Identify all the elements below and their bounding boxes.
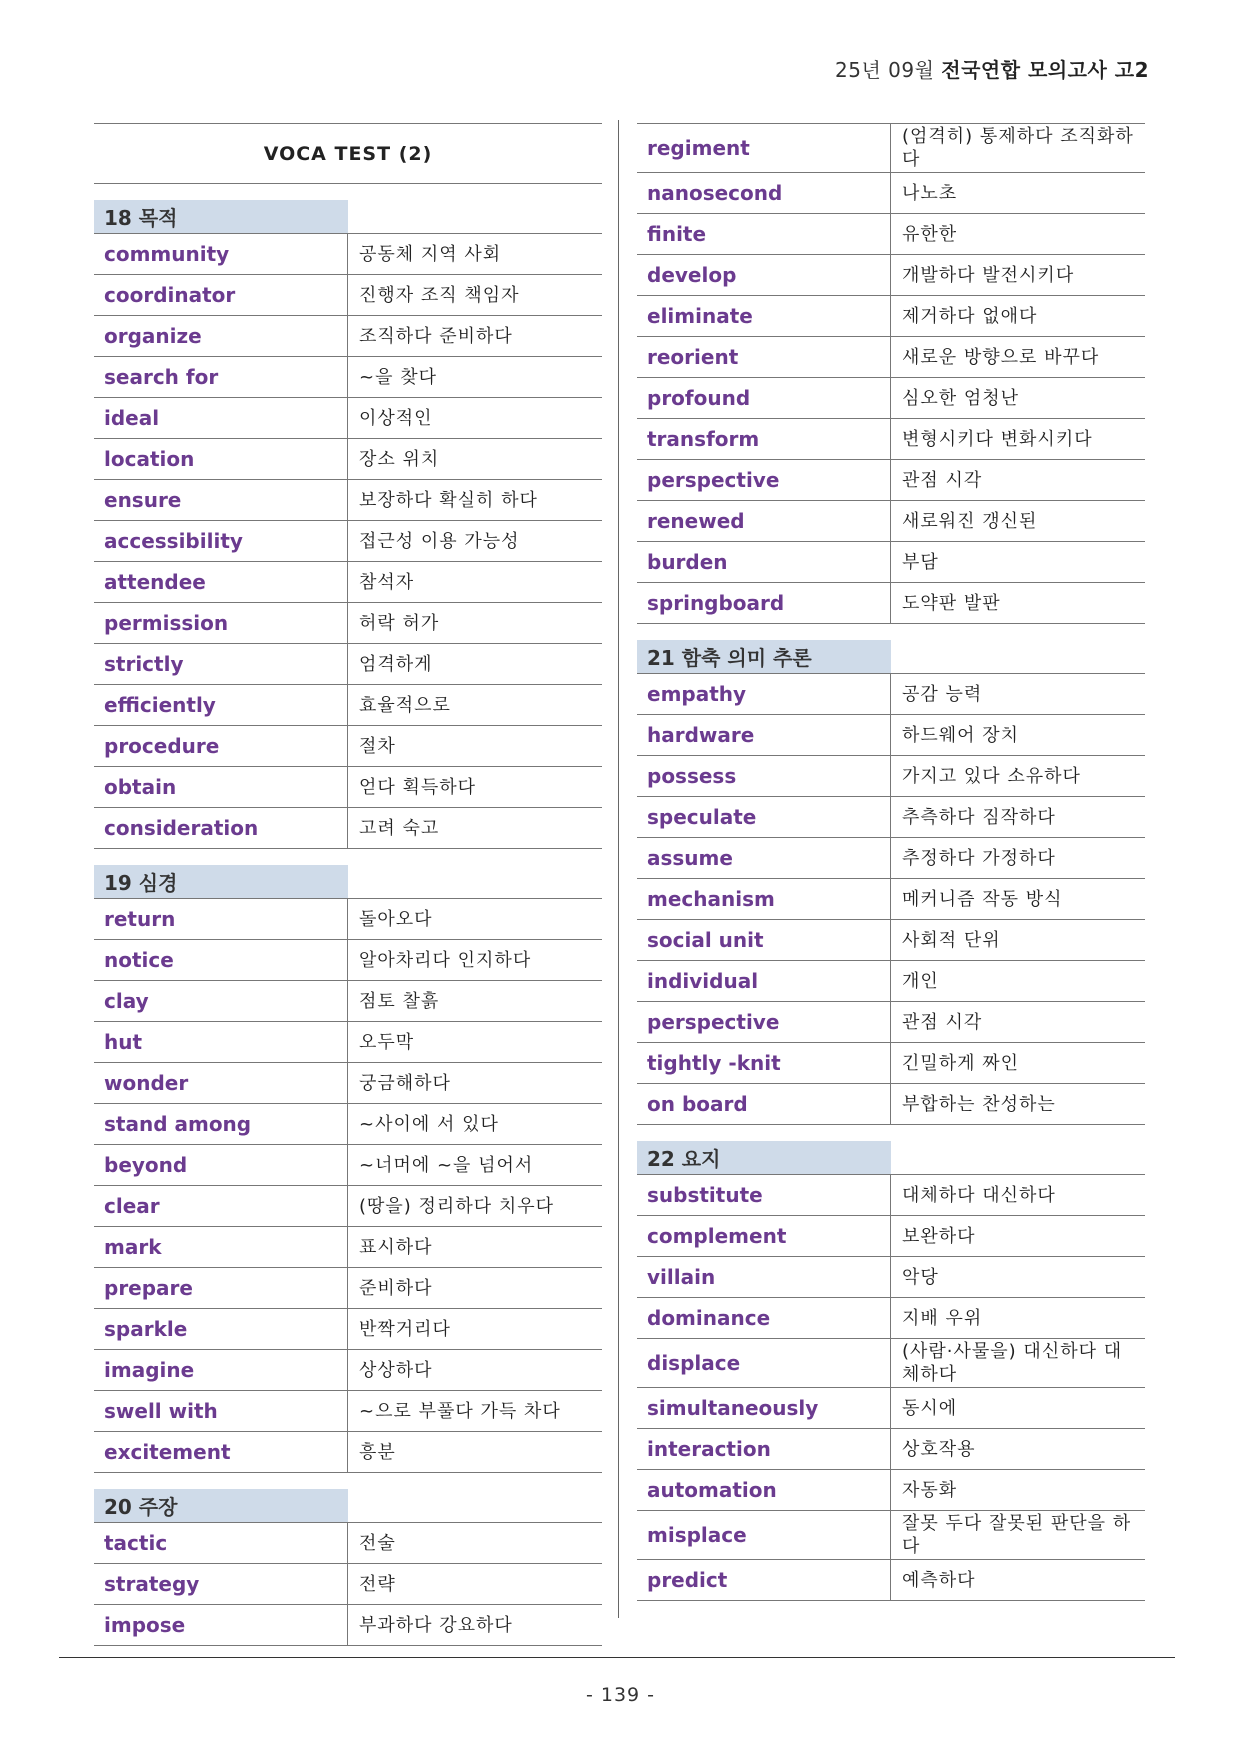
english-word: coordinator <box>94 275 348 315</box>
korean-meaning: 보장하다 확실히 하다 <box>359 489 538 511</box>
english-word: individual <box>637 961 891 1001</box>
english-word: swell with <box>94 1391 348 1431</box>
korean-meaning: 부합하는 찬성하는 <box>902 1093 1056 1115</box>
korean-meaning: 참석자 <box>359 571 415 593</box>
vocab-row <box>637 1298 1145 1339</box>
section-header <box>94 200 602 234</box>
korean-meaning: 효율적으로 <box>359 694 451 716</box>
vocab-row <box>94 439 602 480</box>
vocab-row <box>637 1511 1145 1560</box>
english-word: possess <box>637 756 891 796</box>
vocab-row <box>94 1022 602 1063</box>
korean-meaning: 공감 능력 <box>902 683 983 705</box>
korean-meaning: 메커니즘 작동 방식 <box>902 888 1063 910</box>
english-word: nanosecond <box>637 173 891 213</box>
vocab-row <box>637 1043 1145 1084</box>
section-header <box>94 865 602 899</box>
vocab-row <box>637 124 1145 173</box>
vocab-row <box>637 674 1145 715</box>
english-word: return <box>94 899 348 939</box>
vocab-row <box>94 1186 602 1227</box>
left-column <box>94 123 602 1646</box>
vocab-row <box>94 357 602 398</box>
vocab-row <box>637 583 1145 624</box>
english-word: perspective <box>637 1002 891 1042</box>
english-word: prepare <box>94 1268 348 1308</box>
korean-meaning: 허락 허가 <box>359 612 440 634</box>
english-word: procedure <box>94 726 348 766</box>
vocab-row <box>94 981 602 1022</box>
vocab-row <box>94 1309 602 1350</box>
korean-meaning: 동시에 <box>902 1397 958 1419</box>
english-word: impose <box>94 1605 348 1645</box>
english-word: assume <box>637 838 891 878</box>
korean-meaning: 변형시키다 변화시키다 <box>902 428 1093 450</box>
korean-meaning: 전술 <box>359 1532 396 1554</box>
english-word: tightly -knit <box>637 1043 891 1083</box>
vocab-row <box>637 1257 1145 1298</box>
header-title: 전국연합 모의고사 고2 <box>941 58 1149 82</box>
korean-meaning: 긴밀하게 짜인 <box>902 1052 1020 1074</box>
vocab-row <box>94 899 602 940</box>
korean-meaning: 새로워진 갱신된 <box>902 510 1038 532</box>
english-word: tactic <box>94 1523 348 1563</box>
english-word: obtain <box>94 767 348 807</box>
english-word: transform <box>637 419 891 459</box>
vocab-row <box>94 480 602 521</box>
english-word: mechanism <box>637 879 891 919</box>
english-word: misplace <box>637 1511 891 1559</box>
korean-meaning: 개인 <box>902 970 939 992</box>
vocab-row <box>94 726 602 767</box>
korean-meaning: 접근성 이용 가능성 <box>359 530 520 552</box>
english-word: social unit <box>637 920 891 960</box>
section-header <box>94 1489 602 1523</box>
korean-meaning: 엄격하게 <box>359 653 433 675</box>
korean-meaning: 제거하다 없애다 <box>902 305 1038 327</box>
english-word: displace <box>637 1339 891 1387</box>
korean-meaning: 고려 숙고 <box>359 817 440 839</box>
vocab-row <box>637 756 1145 797</box>
korean-meaning: 유한한 <box>902 223 958 245</box>
english-word: dominance <box>637 1298 891 1338</box>
vocab-row <box>94 603 602 644</box>
korean-meaning: 절차 <box>359 735 396 757</box>
english-word: villain <box>637 1257 891 1297</box>
english-word: eliminate <box>637 296 891 336</box>
english-word: beyond <box>94 1145 348 1185</box>
section-spacer <box>348 200 602 233</box>
vocab-row <box>637 378 1145 419</box>
korean-meaning: 부과하다 강요하다 <box>359 1614 513 1636</box>
vocab-row <box>94 234 602 275</box>
korean-meaning: ~을 찾다 <box>359 366 437 388</box>
section-header <box>637 640 1145 674</box>
korean-meaning: 악당 <box>902 1266 939 1288</box>
english-word: develop <box>637 255 891 295</box>
korean-meaning: 하드웨어 장치 <box>902 724 1020 746</box>
vocab-row <box>94 1350 602 1391</box>
english-word: substitute <box>637 1175 891 1215</box>
english-word: reorient <box>637 337 891 377</box>
english-word: predict <box>637 1560 891 1600</box>
korean-meaning: (사람·사물을) 대신하다 대체하다 <box>902 1341 1123 1385</box>
footer-rule <box>59 1657 1175 1658</box>
korean-meaning: 준비하다 <box>359 1277 433 1299</box>
english-word: hardware <box>637 715 891 755</box>
vocab-row <box>637 879 1145 920</box>
vocab-row <box>637 961 1145 1002</box>
vocab-row <box>94 1227 602 1268</box>
vocab-row <box>637 1429 1145 1470</box>
english-word: springboard <box>637 583 891 623</box>
vocab-row <box>637 1002 1145 1043</box>
english-word: accessibility <box>94 521 348 561</box>
vocab-row <box>637 173 1145 214</box>
english-word: community <box>94 234 348 274</box>
english-word: renewed <box>637 501 891 541</box>
vocab-row <box>637 1216 1145 1257</box>
korean-meaning: 전략 <box>359 1573 396 1595</box>
korean-meaning: 도약판 발판 <box>902 592 1001 614</box>
vocab-row <box>94 398 602 439</box>
korean-meaning: 조직하다 준비하다 <box>359 325 513 347</box>
vocab-row <box>637 501 1145 542</box>
korean-meaning: 반짝거리다 <box>359 1318 451 1340</box>
section-label: 22 요지 <box>637 1141 891 1174</box>
vocab-row <box>94 521 602 562</box>
vocab-row <box>94 1432 602 1473</box>
section-label: 19 심경 <box>94 865 348 898</box>
vocab-row <box>94 1145 602 1186</box>
section-label: 21 함축 의미 추론 <box>637 640 891 673</box>
english-word: excitement <box>94 1432 348 1472</box>
section-spacer <box>891 1141 1145 1174</box>
page-header <box>835 54 1149 83</box>
korean-meaning: 오두막 <box>359 1031 415 1053</box>
english-word: search for <box>94 357 348 397</box>
korean-meaning: 알아차리다 인지하다 <box>359 949 532 971</box>
korean-meaning: 잘못 두다 잘못된 판단을 하다 <box>902 1513 1132 1557</box>
english-word: clear <box>94 1186 348 1226</box>
section-spacer <box>348 1489 602 1522</box>
korean-meaning: (땅을) 정리하다 치우다 <box>359 1195 554 1217</box>
korean-meaning: 보완하다 <box>902 1225 976 1247</box>
vocab-row <box>94 316 602 357</box>
english-word: regiment <box>637 124 891 172</box>
section-spacer <box>348 865 602 898</box>
english-word: simultaneously <box>637 1388 891 1428</box>
vocab-row <box>94 767 602 808</box>
korean-meaning: 자동화 <box>902 1479 958 1501</box>
vocab-row <box>94 1063 602 1104</box>
english-word: wonder <box>94 1063 348 1103</box>
vocab-row <box>94 1104 602 1145</box>
korean-meaning: 사회적 단위 <box>902 929 1001 951</box>
korean-meaning: 추측하다 짐작하다 <box>902 806 1056 828</box>
english-word: ideal <box>94 398 348 438</box>
korean-meaning: 궁금해하다 <box>359 1072 451 1094</box>
vocab-row <box>94 562 602 603</box>
english-word: ensure <box>94 480 348 520</box>
english-word: efficiently <box>94 685 348 725</box>
korean-meaning: 새로운 방향으로 바꾸다 <box>902 346 1100 368</box>
korean-meaning: 대체하다 대신하다 <box>902 1184 1056 1206</box>
vocab-row <box>637 1470 1145 1511</box>
vocab-row <box>637 715 1145 756</box>
section-header <box>637 1141 1145 1175</box>
vocab-row <box>637 1175 1145 1216</box>
korean-meaning: 관점 시각 <box>902 469 983 491</box>
english-word: interaction <box>637 1429 891 1469</box>
english-word: empathy <box>637 674 891 714</box>
english-word: clay <box>94 981 348 1021</box>
vocab-row <box>637 838 1145 879</box>
korean-meaning: ~사이에 서 있다 <box>359 1113 499 1135</box>
english-word: burden <box>637 542 891 582</box>
korean-meaning: 돌아오다 <box>359 908 433 930</box>
vocab-row <box>637 255 1145 296</box>
korean-meaning: (엄격히) 통제하다 조직화하다 <box>902 126 1134 170</box>
english-word: stand among <box>94 1104 348 1144</box>
korean-meaning: 가지고 있다 소유하다 <box>902 765 1081 787</box>
korean-meaning: 상호작용 <box>902 1438 976 1460</box>
korean-meaning: 흥분 <box>359 1441 396 1463</box>
english-word: strategy <box>94 1564 348 1604</box>
vocab-row <box>637 419 1145 460</box>
english-word: sparkle <box>94 1309 348 1349</box>
vocab-row <box>94 1605 602 1646</box>
vocab-row <box>94 1268 602 1309</box>
korean-meaning: 상상하다 <box>359 1359 433 1381</box>
korean-meaning: 지배 우위 <box>902 1307 983 1329</box>
section-label: 18 목적 <box>94 200 348 233</box>
vocab-row <box>637 296 1145 337</box>
section-spacer <box>891 640 1145 673</box>
korean-meaning: 장소 위치 <box>359 448 440 470</box>
korean-meaning: ~너머에 ~을 넘어서 <box>359 1154 534 1176</box>
korean-meaning: 예측하다 <box>902 1569 976 1591</box>
vocab-row <box>637 797 1145 838</box>
korean-meaning: 추정하다 가정하다 <box>902 847 1056 869</box>
english-word: organize <box>94 316 348 356</box>
korean-meaning: 표시하다 <box>359 1236 433 1258</box>
korean-meaning: 관점 시각 <box>902 1011 983 1033</box>
vocab-row <box>94 940 602 981</box>
vocab-row <box>94 275 602 316</box>
english-word: on board <box>637 1084 891 1124</box>
english-word: mark <box>94 1227 348 1267</box>
korean-meaning: 진행자 조직 책임자 <box>359 284 520 306</box>
vocab-row <box>637 1084 1145 1125</box>
vocab-row <box>637 460 1145 501</box>
korean-meaning: ~으로 부풀다 가득 차다 <box>359 1400 561 1422</box>
korean-meaning: 이상적인 <box>359 407 433 429</box>
english-word: consideration <box>94 808 348 848</box>
korean-meaning: 부담 <box>902 551 939 573</box>
vocab-row <box>94 1564 602 1605</box>
korean-meaning: 개발하다 발전시키다 <box>902 264 1075 286</box>
vocab-row <box>637 337 1145 378</box>
english-word: finite <box>637 214 891 254</box>
page-number: - 139 - <box>585 1684 656 1706</box>
vocab-row <box>94 1391 602 1432</box>
header-prefix: 25년 09월 <box>835 58 935 82</box>
vocab-row <box>637 920 1145 961</box>
english-word: speculate <box>637 797 891 837</box>
column-divider <box>618 120 619 1618</box>
korean-meaning: 공동체 지역 사회 <box>359 243 502 265</box>
vocab-row <box>94 685 602 726</box>
vocab-row <box>94 1523 602 1564</box>
vocab-row <box>637 1339 1145 1388</box>
vocab-row <box>94 644 602 685</box>
right-column <box>637 123 1145 1601</box>
english-word: automation <box>637 1470 891 1510</box>
english-word: profound <box>637 378 891 418</box>
english-word: perspective <box>637 460 891 500</box>
vocab-row <box>637 1388 1145 1429</box>
english-word: imagine <box>94 1350 348 1390</box>
korean-meaning: 점토 찰흙 <box>359 990 440 1012</box>
korean-meaning: 심오한 엄청난 <box>902 387 1020 409</box>
english-word: location <box>94 439 348 479</box>
english-word: strictly <box>94 644 348 684</box>
section-label: 20 주장 <box>94 1489 348 1522</box>
english-word: notice <box>94 940 348 980</box>
korean-meaning: 얻다 획득하다 <box>359 776 477 798</box>
vocab-row <box>94 808 602 849</box>
korean-meaning: 나노초 <box>902 182 958 204</box>
voca-test-title: VOCA TEST (2) <box>94 123 602 184</box>
vocab-row <box>637 542 1145 583</box>
vocab-row <box>637 1560 1145 1601</box>
vocab-row <box>637 214 1145 255</box>
english-word: permission <box>94 603 348 643</box>
english-word: complement <box>637 1216 891 1256</box>
english-word: hut <box>94 1022 348 1062</box>
english-word: attendee <box>94 562 348 602</box>
